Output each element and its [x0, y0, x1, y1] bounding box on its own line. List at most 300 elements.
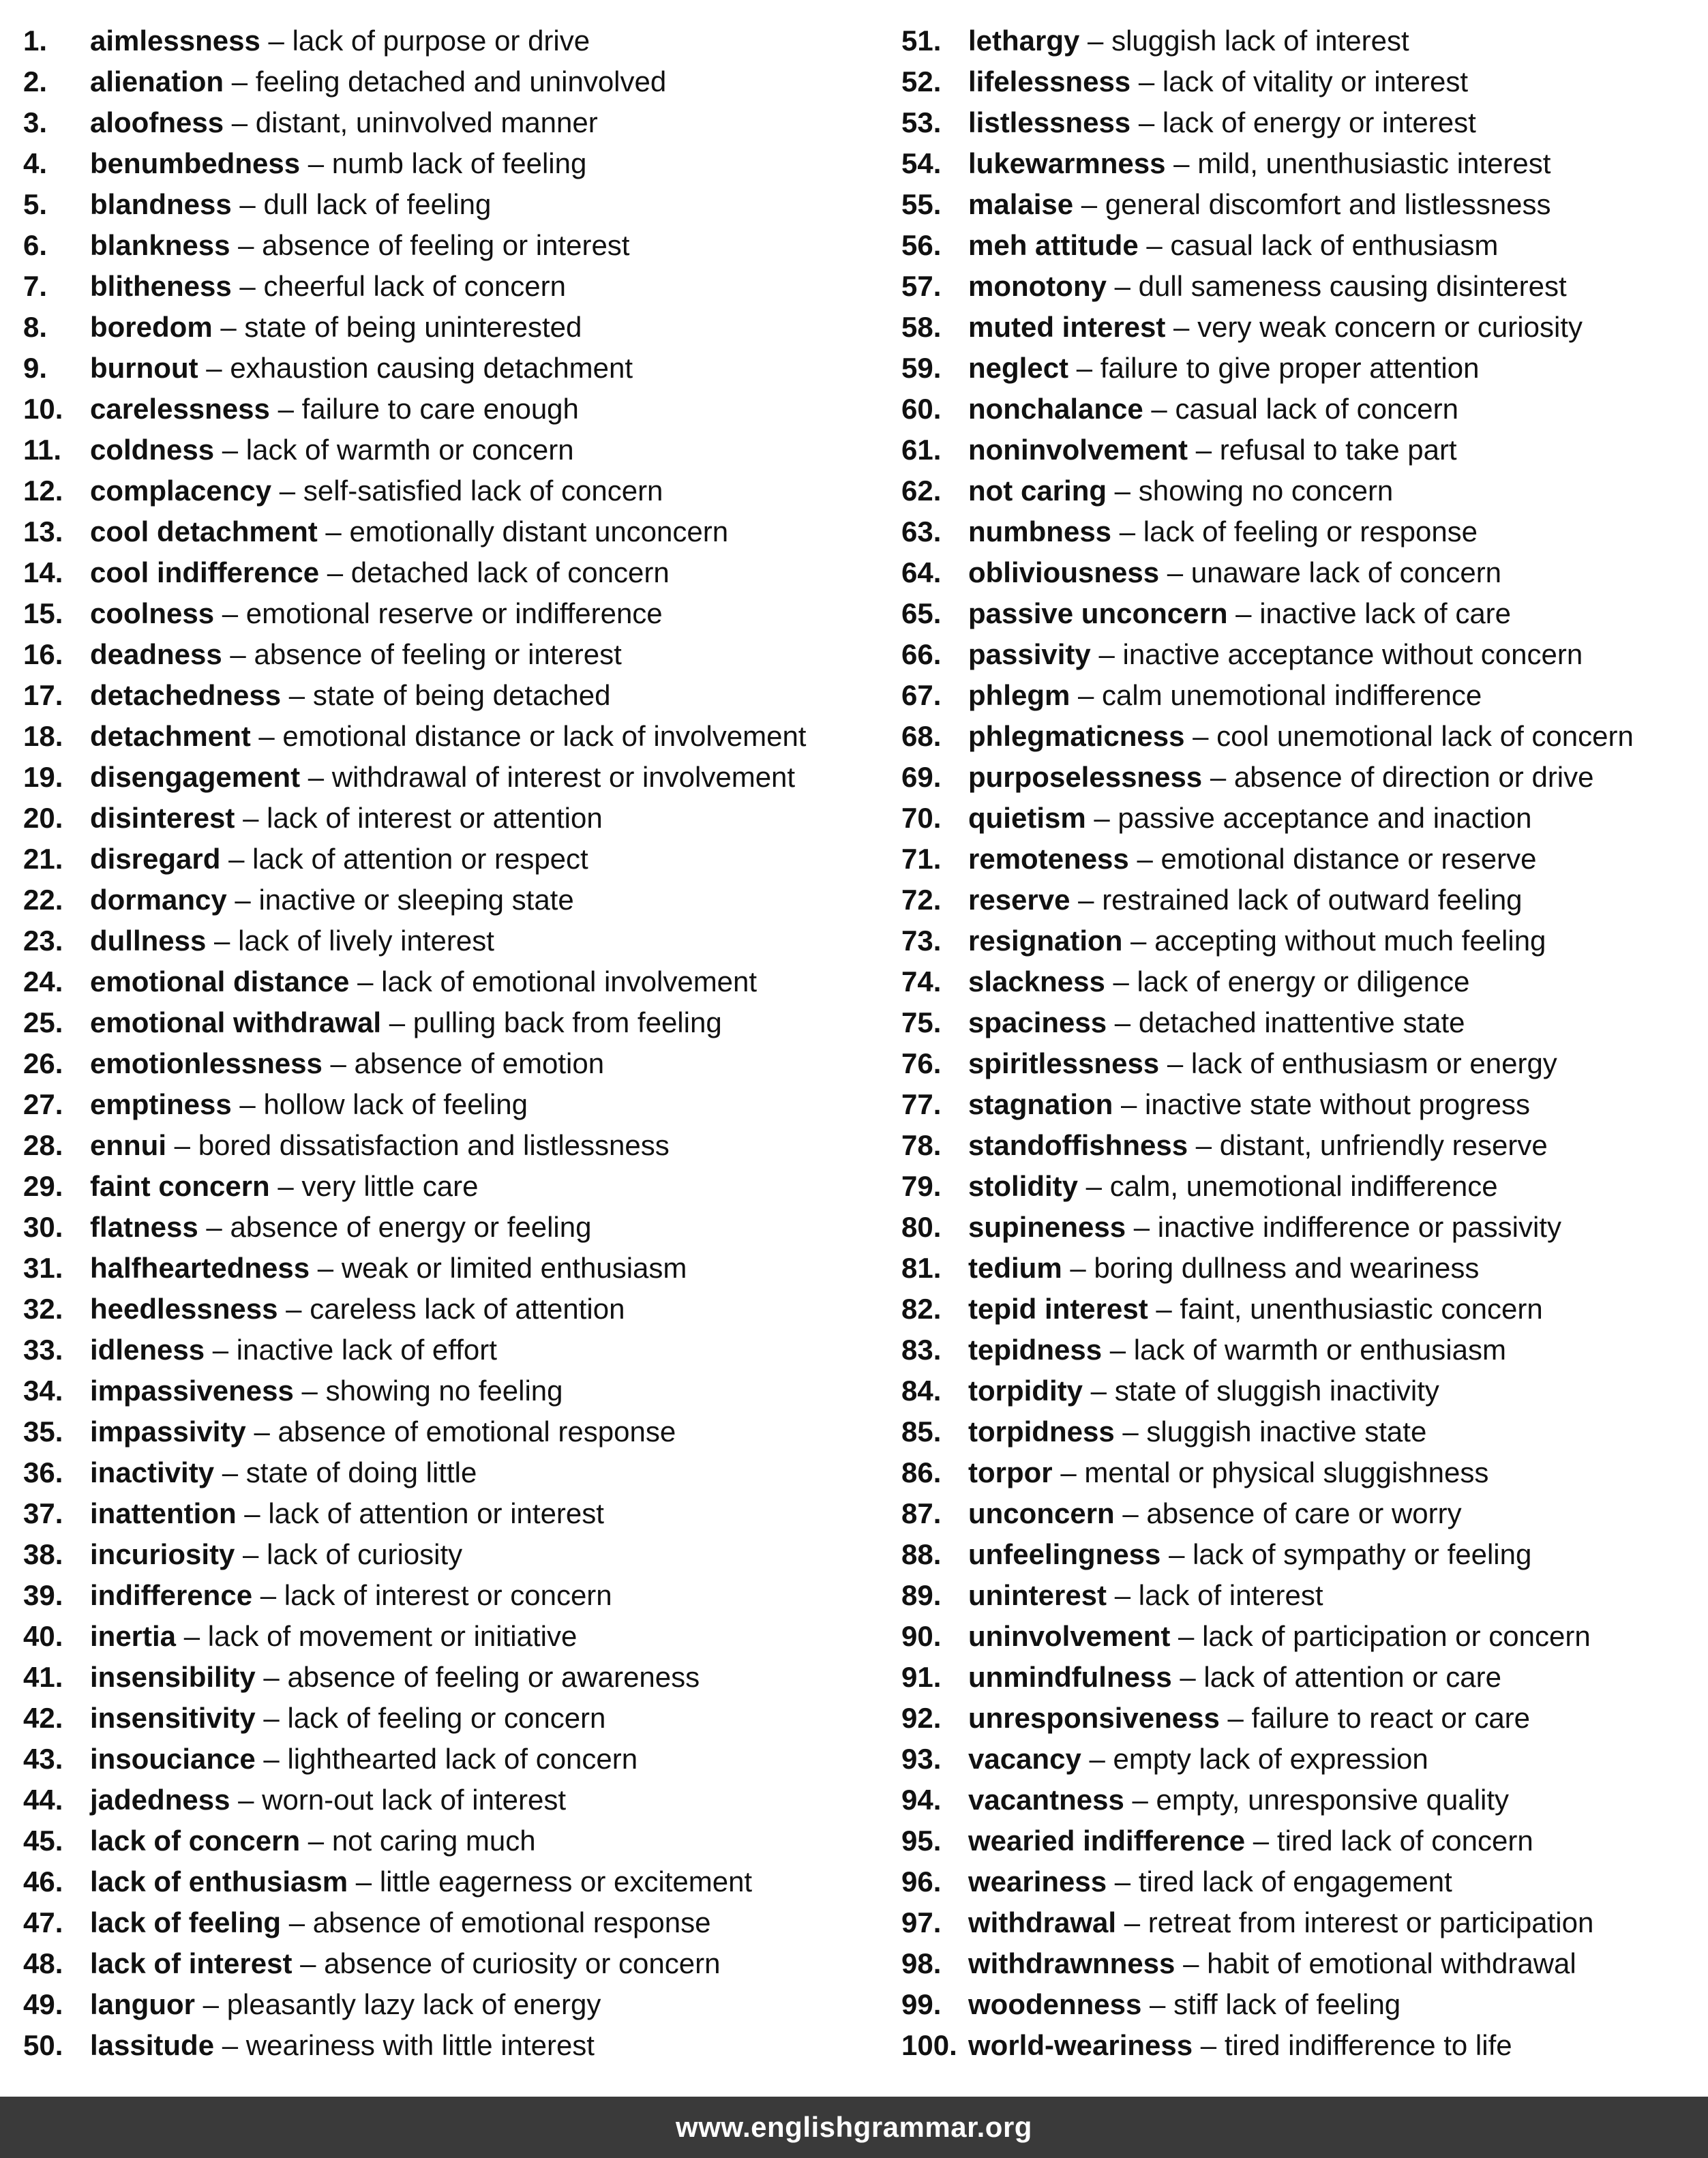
item-term: listlessness	[968, 106, 1131, 138]
item-number: 89.	[901, 1579, 942, 1611]
item-separator: –	[1106, 270, 1139, 302]
entry-text	[90, 839, 588, 880]
item-separator: –	[214, 434, 246, 466]
entry-text	[968, 1125, 1548, 1166]
list-item	[901, 1330, 1699, 1370]
entry-text	[90, 716, 806, 757]
item-definition: absence of emotion	[354, 1047, 605, 1079]
list-item	[23, 1248, 869, 1289]
entry-text	[90, 920, 494, 961]
list-item	[23, 389, 869, 430]
list-item	[901, 757, 1699, 798]
list-item	[901, 102, 1699, 143]
item-term: dormancy	[90, 884, 227, 916]
item-separator: –	[300, 147, 332, 179]
list-item	[23, 1739, 869, 1780]
list-item	[23, 266, 869, 307]
item-number: 6.	[23, 229, 48, 261]
entry-text	[968, 634, 1583, 675]
item-term: incuriosity	[90, 1538, 235, 1570]
item-number: 29.	[23, 1170, 63, 1202]
item-number: 30.	[23, 1211, 63, 1243]
item-term: unconcern	[968, 1497, 1115, 1529]
item-definition: exhaustion causing detachment	[230, 352, 633, 384]
item-number: 10.	[23, 393, 63, 425]
list-item	[23, 920, 869, 961]
item-separator: –	[1170, 1620, 1203, 1652]
entry-text	[968, 1248, 1479, 1289]
item-term: muted interest	[968, 311, 1166, 343]
item-separator: –	[1082, 1375, 1115, 1407]
item-term: impassivity	[90, 1415, 246, 1448]
item-definition: unaware lack of concern	[1190, 556, 1502, 588]
list-item	[901, 1493, 1699, 1534]
list-item	[901, 143, 1699, 184]
list-item	[23, 798, 869, 839]
item-term: disinterest	[90, 802, 235, 834]
entry-text	[90, 1984, 601, 2025]
list-item	[23, 1330, 869, 1370]
item-number: 72.	[901, 884, 942, 916]
item-number: 38.	[23, 1538, 63, 1570]
item-separator: –	[1113, 1088, 1145, 1120]
item-definition: state of being detached	[312, 679, 611, 711]
item-separator: –	[1141, 1988, 1174, 2020]
list-item	[901, 552, 1699, 593]
item-number: 1.	[23, 25, 48, 57]
list-item	[23, 511, 869, 552]
item-definition: very weak concern or curiosity	[1197, 311, 1583, 343]
item-term: obliviousness	[968, 556, 1160, 588]
item-separator: –	[1073, 188, 1105, 220]
item-separator: –	[278, 1293, 310, 1325]
item-definition: lack of feeling or concern	[287, 1702, 606, 1734]
list-item	[23, 593, 869, 634]
item-term: passivity	[968, 638, 1091, 670]
item-term: vacantness	[968, 1784, 1124, 1816]
item-definition: mild, unenthusiastic interest	[1197, 147, 1551, 179]
entry-text	[90, 1820, 536, 1861]
list-item	[23, 1493, 869, 1534]
list-item	[23, 1125, 869, 1166]
item-definition: calm, unemotional indifference	[1109, 1170, 1498, 1202]
item-number: 26.	[23, 1047, 63, 1079]
item-term: slackness	[968, 965, 1105, 998]
item-separator: –	[198, 1211, 230, 1243]
list-item	[901, 1902, 1699, 1943]
item-definition: lack of interest or attention	[267, 802, 603, 834]
item-separator: –	[1188, 1129, 1220, 1161]
item-definition: general discomfort and listlessness	[1105, 188, 1551, 220]
item-number: 70.	[901, 802, 942, 834]
item-separator: –	[198, 352, 230, 384]
item-definition: absence of emotional response	[278, 1415, 676, 1448]
item-number: 98.	[901, 1947, 942, 1979]
item-definition: lack of curiosity	[267, 1538, 463, 1570]
entry-text	[90, 1411, 676, 1452]
item-separator: –	[230, 229, 263, 261]
item-definition: emotional reserve or indifference	[245, 597, 663, 629]
item-number: 8.	[23, 311, 48, 343]
item-number: 23.	[23, 925, 63, 957]
item-number: 33.	[23, 1334, 63, 1366]
list-item	[23, 430, 869, 470]
list-item	[901, 1248, 1699, 1289]
item-number: 74.	[901, 965, 942, 998]
item-term: disengagement	[90, 761, 301, 793]
item-term: monotony	[968, 270, 1107, 302]
entry-text	[90, 1248, 687, 1289]
list-item	[23, 307, 869, 348]
item-definition: lack of enthusiasm or energy	[1190, 1047, 1557, 1079]
item-term: tepidness	[968, 1334, 1103, 1366]
list-item	[901, 1166, 1699, 1207]
item-definition: weak or limited enthusiasm	[341, 1252, 687, 1284]
list-item	[901, 716, 1699, 757]
item-number: 62.	[901, 475, 942, 507]
item-number: 79.	[901, 1170, 942, 1202]
item-number: 59.	[901, 352, 942, 384]
entry-text	[90, 61, 666, 102]
list-item	[23, 675, 869, 716]
item-number: 17.	[23, 679, 63, 711]
list-item	[901, 1452, 1699, 1493]
entry-text	[90, 1330, 497, 1370]
item-number: 7.	[23, 270, 48, 302]
item-definition: weariness with little interest	[245, 2029, 595, 2061]
item-number: 54.	[901, 147, 942, 179]
list-item	[23, 1820, 869, 1861]
list-item	[23, 552, 869, 593]
entry-text	[90, 961, 757, 1002]
item-separator: –	[1160, 1538, 1193, 1570]
item-separator: –	[1111, 515, 1143, 548]
list-item	[23, 1984, 869, 2025]
item-separator: –	[1107, 1006, 1139, 1038]
item-separator: –	[1219, 1702, 1252, 1734]
item-number: 21.	[23, 843, 63, 875]
entry-text	[90, 1370, 563, 1411]
item-term: phlegmaticness	[968, 720, 1185, 752]
item-number: 35.	[23, 1415, 63, 1448]
item-number: 27.	[23, 1088, 63, 1120]
item-number: 36.	[23, 1456, 63, 1488]
entry-text	[968, 880, 1523, 920]
entry-text	[968, 1084, 1530, 1125]
item-separator: –	[260, 25, 293, 57]
item-number: 47.	[23, 1906, 63, 1938]
item-definition: inactive acceptance without concern	[1122, 638, 1583, 670]
item-definition: inactive or sleeping state	[258, 884, 574, 916]
item-term: inactivity	[90, 1456, 215, 1488]
item-number: 93.	[901, 1743, 942, 1775]
item-number: 87.	[901, 1497, 942, 1529]
item-number: 37.	[23, 1497, 63, 1529]
entry-text	[90, 2025, 595, 2066]
item-term: lassitude	[90, 2029, 215, 2061]
item-number: 92.	[901, 1702, 942, 1734]
entry-text	[968, 430, 1457, 470]
entry-text	[968, 1698, 1530, 1739]
item-term: aloofness	[90, 106, 224, 138]
item-term: uninvolvement	[968, 1620, 1171, 1652]
entry-text	[968, 716, 1634, 757]
item-separator: –	[1085, 802, 1118, 834]
item-number: 80.	[901, 1211, 942, 1243]
list-item	[901, 61, 1699, 102]
item-definition: lack of interest or concern	[284, 1579, 612, 1611]
item-separator: –	[281, 679, 313, 711]
entry-text	[90, 1084, 528, 1125]
item-separator: –	[322, 1047, 355, 1079]
item-number: 57.	[901, 270, 942, 302]
item-definition: sluggish inactive state	[1146, 1415, 1427, 1448]
list-item	[23, 757, 869, 798]
item-definition: very little care	[301, 1170, 479, 1202]
item-definition: lighthearted lack of concern	[287, 1743, 638, 1775]
entry-text	[90, 552, 670, 593]
item-separator: –	[212, 311, 245, 343]
item-definition: refusal to take part	[1219, 434, 1457, 466]
entry-text	[90, 634, 622, 675]
item-number: 40.	[23, 1620, 63, 1652]
entry-text	[968, 307, 1583, 348]
list-item	[901, 1820, 1699, 1861]
item-definition: emotional distance or lack of involvement	[282, 720, 807, 752]
list-item	[23, 143, 869, 184]
entry-text	[968, 184, 1550, 225]
entry-text	[968, 1330, 1506, 1370]
item-number: 39.	[23, 1579, 63, 1611]
item-separator: –	[300, 1825, 332, 1857]
item-separator: –	[252, 1579, 284, 1611]
website-link[interactable]: www.englishgrammar.org	[676, 2111, 1032, 2143]
item-definition: absence of energy or feeling	[230, 1211, 592, 1243]
item-term: deadness	[90, 638, 222, 670]
item-term: blitheness	[90, 270, 232, 302]
list-item	[901, 348, 1699, 389]
item-term: nonchalance	[968, 393, 1143, 425]
item-number: 25.	[23, 1006, 63, 1038]
item-term: inertia	[90, 1620, 177, 1652]
item-term: lack of concern	[90, 1825, 301, 1857]
entry-text	[90, 1739, 638, 1780]
item-number: 32.	[23, 1293, 63, 1325]
entry-text	[968, 1902, 1593, 1943]
item-definition: faint, unenthusiastic concern	[1180, 1293, 1543, 1325]
item-separator: –	[1062, 1252, 1094, 1284]
entry-text	[968, 1043, 1557, 1084]
entry-text	[968, 1166, 1498, 1207]
item-separator: –	[293, 1375, 326, 1407]
item-definition: bored dissatisfaction and listlessness	[198, 1129, 670, 1161]
item-number: 12.	[23, 475, 63, 507]
item-definition: worn-out lack of interest	[262, 1784, 567, 1816]
item-term: vacancy	[968, 1743, 1081, 1775]
item-separator: –	[1138, 229, 1171, 261]
item-separator: –	[348, 1865, 380, 1898]
list-item	[901, 2025, 1699, 2066]
item-term: phlegm	[968, 679, 1070, 711]
entry-text	[90, 225, 629, 266]
item-term: languor	[90, 1988, 195, 2020]
list-item	[901, 1411, 1699, 1452]
entry-text	[968, 920, 1546, 961]
item-number: 55.	[901, 188, 942, 220]
item-term: tedium	[968, 1252, 1062, 1284]
item-term: weariness	[968, 1865, 1107, 1898]
item-definition: accepting without much feeling	[1154, 925, 1546, 957]
item-term: emotional distance	[90, 965, 350, 998]
item-term: faint concern	[90, 1170, 270, 1202]
item-number: 78.	[901, 1129, 942, 1161]
item-term: halfheartedness	[90, 1252, 310, 1284]
entry-text	[90, 430, 574, 470]
item-term: carelessness	[90, 393, 270, 425]
entry-text	[90, 307, 582, 348]
item-number: 18.	[23, 720, 63, 752]
list-item	[23, 1289, 869, 1330]
item-number: 41.	[23, 1661, 63, 1693]
item-number: 46.	[23, 1865, 63, 1898]
item-separator: –	[1171, 1661, 1204, 1693]
item-separator: –	[1130, 65, 1163, 98]
item-number: 99.	[901, 1988, 942, 2020]
item-definition: inactive lack of effort	[236, 1334, 497, 1366]
item-number: 42.	[23, 1702, 63, 1734]
entry-text	[90, 1166, 479, 1207]
item-number: 16.	[23, 638, 63, 670]
entry-text	[90, 184, 491, 225]
item-definition: lack of purpose or drive	[292, 25, 590, 57]
entry-text	[968, 20, 1409, 61]
item-definition: retreat from interest or participation	[1148, 1906, 1594, 1938]
list-item	[901, 593, 1699, 634]
item-separator: –	[205, 1334, 237, 1366]
list-item	[23, 839, 869, 880]
item-number: 44.	[23, 1784, 63, 1816]
item-definition: state of doing little	[245, 1456, 477, 1488]
list-item	[901, 1739, 1699, 1780]
entry-text	[968, 2025, 1512, 2066]
item-separator: –	[245, 1415, 278, 1448]
item-separator: –	[1090, 638, 1123, 670]
item-separator: –	[214, 2029, 246, 2061]
item-definition: casual lack of enthusiasm	[1170, 229, 1499, 261]
entry-text	[968, 1820, 1533, 1861]
item-term: tepid interest	[968, 1293, 1148, 1325]
item-definition: lack of warmth or concern	[245, 434, 574, 466]
item-definition: inactive state without progress	[1145, 1088, 1530, 1120]
item-term: emotionlessness	[90, 1047, 323, 1079]
item-separator: –	[1078, 1170, 1110, 1202]
list-item	[23, 1575, 869, 1616]
item-separator: –	[176, 1620, 208, 1652]
entry-text	[90, 593, 663, 634]
entry-text	[90, 1002, 722, 1043]
list-item	[23, 102, 869, 143]
entry-text	[968, 348, 1479, 389]
item-number: 71.	[901, 843, 942, 875]
item-number: 28.	[23, 1129, 63, 1161]
list-item	[901, 1861, 1699, 1902]
entry-text	[968, 389, 1458, 430]
entry-text	[968, 225, 1498, 266]
item-definition: stiff lack of feeling	[1173, 1988, 1401, 2020]
list-item	[901, 1780, 1699, 1820]
entry-text	[968, 757, 1594, 798]
item-term: emptiness	[90, 1088, 232, 1120]
item-number: 5.	[23, 188, 48, 220]
item-definition: absence of feeling or awareness	[287, 1661, 700, 1693]
item-number: 63.	[901, 515, 942, 548]
item-term: coolness	[90, 597, 215, 629]
list-item	[901, 1943, 1699, 1984]
item-definition: casual lack of concern	[1175, 393, 1459, 425]
item-number: 86.	[901, 1456, 942, 1488]
item-number: 34.	[23, 1375, 63, 1407]
entry-text	[968, 1411, 1426, 1452]
list-item	[901, 839, 1699, 880]
entry-text	[968, 1943, 1576, 1984]
item-definition: passive acceptance and inaction	[1118, 802, 1532, 834]
item-term: woodenness	[968, 1988, 1142, 2020]
list-item	[23, 20, 869, 61]
item-number: 51.	[901, 25, 942, 57]
item-definition: detached inattentive state	[1138, 1006, 1465, 1038]
item-separator: –	[1122, 925, 1155, 957]
entry-text	[90, 20, 590, 61]
item-separator: –	[236, 1497, 269, 1529]
entry-text	[90, 798, 603, 839]
item-term: spaciness	[968, 1006, 1107, 1038]
item-separator: –	[1128, 843, 1161, 875]
list-item	[901, 920, 1699, 961]
item-definition: lack of vitality or interest	[1162, 65, 1469, 98]
item-term: boredom	[90, 311, 213, 343]
list-item	[23, 1902, 869, 1943]
item-definition: lack of feeling or response	[1143, 515, 1478, 548]
list-item	[901, 1657, 1699, 1698]
item-separator: –	[1126, 1211, 1158, 1243]
list-item	[901, 1370, 1699, 1411]
item-term: malaise	[968, 188, 1074, 220]
list-item	[901, 798, 1699, 839]
entry-text	[90, 143, 586, 184]
item-separator: –	[1107, 1579, 1139, 1611]
list-item	[23, 470, 869, 511]
item-separator: –	[1105, 965, 1137, 998]
item-number: 31.	[23, 1252, 63, 1284]
item-number: 53.	[901, 106, 942, 138]
list-item	[23, 1452, 869, 1493]
item-term: benumbedness	[90, 147, 301, 179]
list-item	[23, 1166, 869, 1207]
item-definition: calm unemotional indifference	[1102, 679, 1482, 711]
item-separator: –	[235, 802, 267, 834]
item-term: coldness	[90, 434, 215, 466]
item-definition: detached lack of concern	[350, 556, 670, 588]
item-term: detachment	[90, 720, 251, 752]
item-number: 45.	[23, 1825, 63, 1857]
item-term: insensibility	[90, 1661, 256, 1693]
list-item	[23, 716, 869, 757]
list-item	[901, 675, 1699, 716]
item-number: 96.	[901, 1865, 942, 1898]
item-definition: state of sluggish inactivity	[1114, 1375, 1439, 1407]
item-separator: –	[1070, 884, 1103, 916]
entry-text	[90, 1493, 604, 1534]
